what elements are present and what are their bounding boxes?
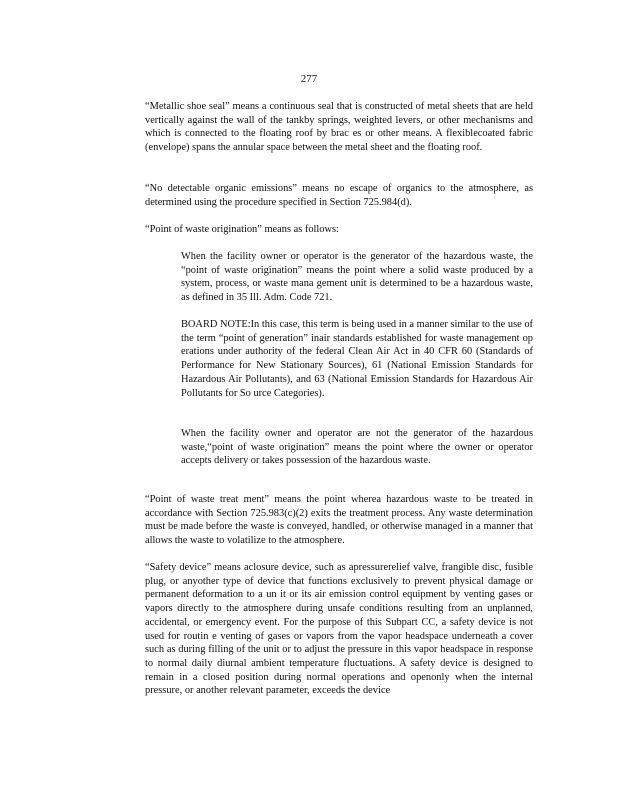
point-of-waste-origination-generator-case: When the facility owner or operator is the generator of the hazardous waste, the “point of waste origination” means the point where a solid waste produced by a system, process, or waste mana gement unit is determined to be a hazardous waste, as defined in 35 Ill. Adm. Code 721.: [181, 251, 533, 304]
definition-point-of-waste-origination-heading: “Point of waste origination” means as follows:: [145, 224, 339, 235]
definition-safety-device: “Safety device” means aclosure device, such as apressurerelief valve, frangible disc, fusible plug, or anyother type of device that functions exclusively to prevent physical damage or permanent deformation to a un it or its air emission control equipment by venting gases or vapors directly to the atmosphere during unsafe conditions resulting from an unplanned, accidental, or emergency event. For the purpose of this Subpart CC, a safety device is not used for routin e venting of gases or vapors from the vapor headspace underneath a cover such as during filling of the unit or to adjust the pressure in this vapor headspace in response to normal daily diurnal ambient temperature fluctuations. A safety device is designed to remain in a closed position during normal operations and openonly when the internal pressure, or another relevant parameter, exceeds the device: [145, 562, 533, 697]
board-note: BOARD NOTE:In this case, this term is being used in a manner similar to the use of the term “point of generation” inair standards established for waste management op erations under authority of the federal Clean Air Act in 40 CFR 60 (Standards of Performance for New Stationary Sources), 61 (National Emission Standards for Hazardous Air Pollutants), and 63 (National Emission Standards for Hazardous Air Pollutants for So urce Categories).: [181, 319, 533, 399]
definition-point-of-waste-treatment: “Point of waste treat ment” means the point wherea hazardous waste to be treated in accordance with Section 725.983(c)(2) exits the treatment process. Any waste determination must be made before the waste is conveyed, handled, or otherwise managed in a manner that allows the waste to volatilize to the atmosphere.: [145, 494, 533, 547]
definition-metallic-shoe-seal: “Metallic shoe seal” means a continuous seal that is constructed of metal sheets that are held vertically against the wall of the tankby springs, weighted levers, or other mechanisms and which is connected to the floating roof by brac es or other means. A flexiblecoated fabric (envelope) spans the annular space between the metal sheet and the floating roof.: [145, 101, 533, 154]
point-of-waste-origination-non-generator-case: When the facility owner and operator are not the generator of the hazardous waste,“point of waste origination” means the point where the owner or operator accepts delivery or takes possession of the hazardous waste.: [181, 428, 533, 467]
definition-no-detectable-organic-emissions: “No detectable organic emissions” means no escape of organics to the atmosphere, as determined using the procedure specified in Section 725.984(d).: [145, 183, 533, 208]
page-number: 277: [300, 73, 318, 85]
